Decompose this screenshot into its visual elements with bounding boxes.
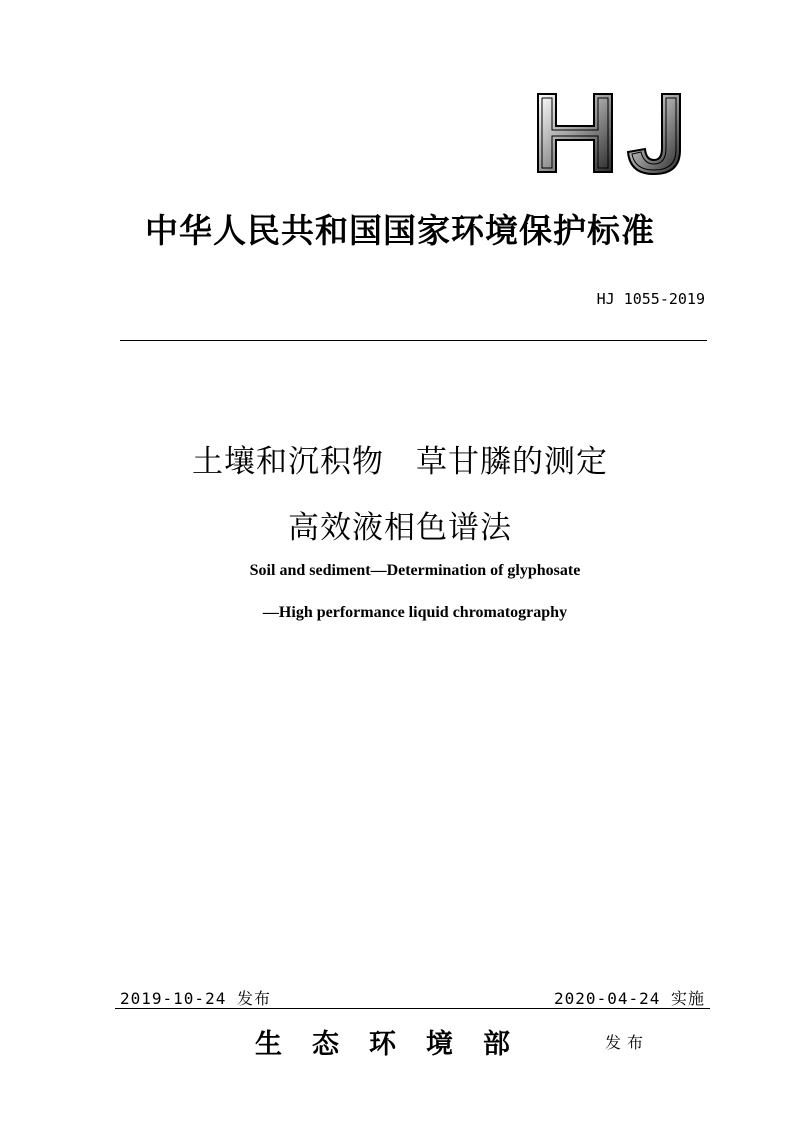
- title-zh-line2: 高效液相色谱法: [288, 510, 512, 546]
- logo-letter-h: [538, 94, 612, 172]
- top-divider: [120, 340, 707, 341]
- logo-letter-j: [628, 94, 680, 174]
- title-en-line1: Soil and sediment—Determination of glyphosate: [249, 562, 581, 579]
- standard-type-heading: 中华人民共和国国家环境保护标准: [145, 211, 655, 250]
- hj-logo: [530, 88, 710, 178]
- implement-date: 2020-04-24 实施: [554, 989, 705, 1008]
- title-en-line2: —High performance liquid chromatography: [262, 604, 568, 621]
- issuing-authority: 生态环境部: [255, 1029, 540, 1060]
- publish-date: 2019-10-24 发布: [120, 989, 271, 1008]
- title-zh-line1: 土壤和沉积物 草甘膦的测定: [192, 444, 608, 480]
- standard-code: HJ 1055-2019: [596, 290, 705, 308]
- issue-label: 发布: [605, 1033, 650, 1052]
- bottom-divider: [115, 1008, 710, 1009]
